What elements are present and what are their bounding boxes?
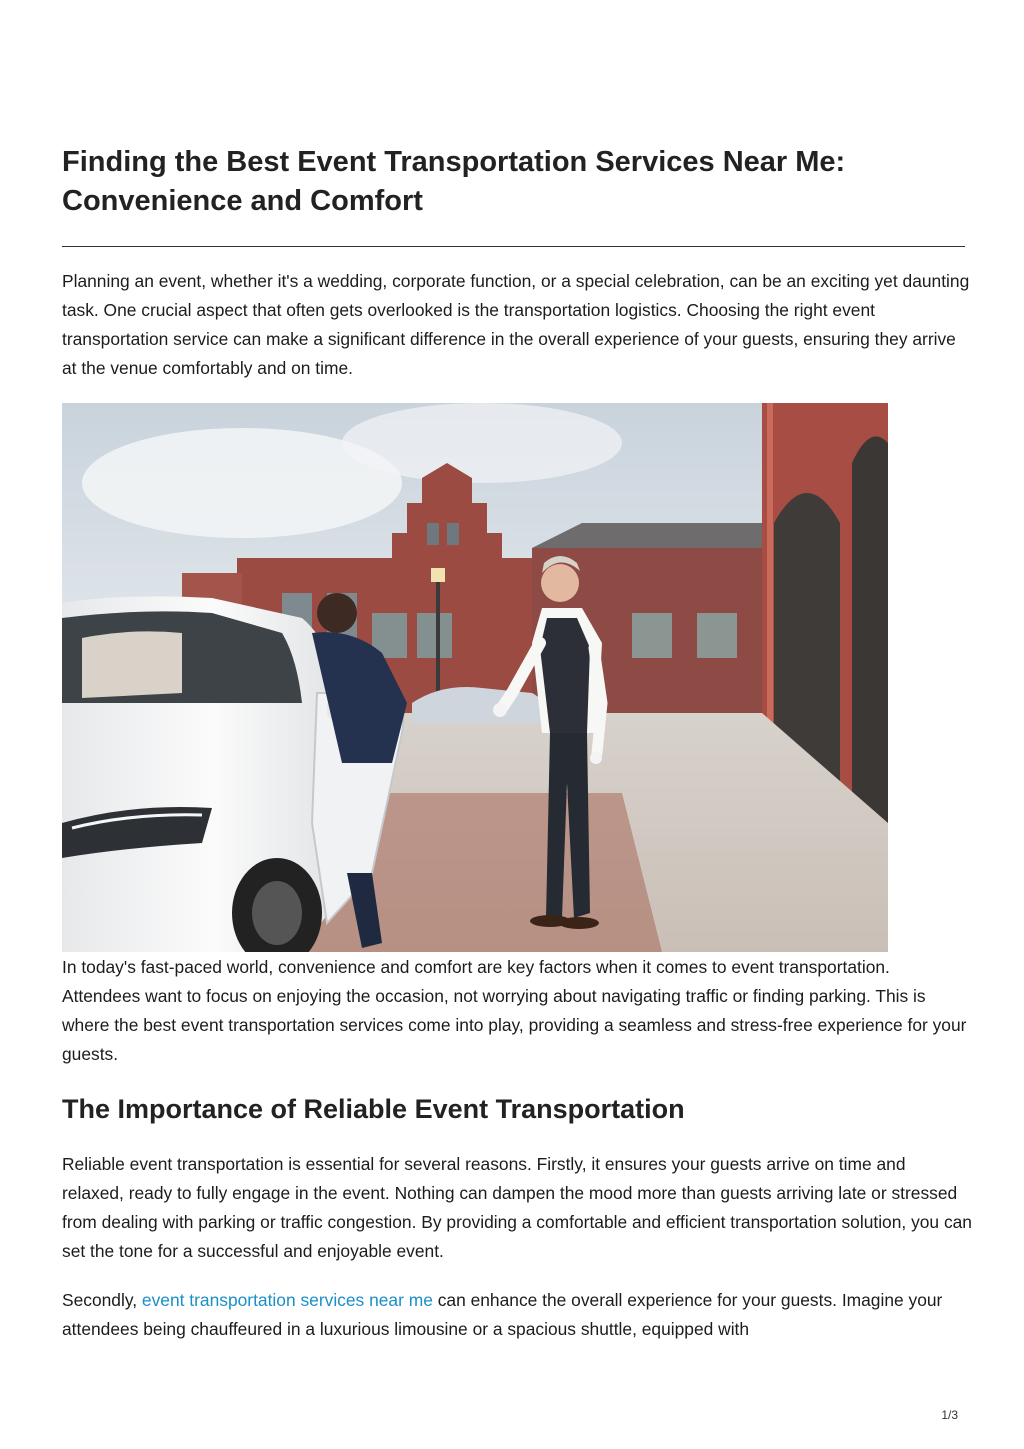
body-paragraph: In today's fast-paced world, convenience and comfort are key factors when it comes to event transportation. Attendees want to focus on enjoying the occasion, not worrying about navigating traffic or finding parking. This is where the best event transportation services come into play, providing a seamless and stress-free experience for your guests. <box>62 957 967 1064</box>
chauffeur-photo <box>62 403 888 952</box>
event-transportation-link[interactable]: event transportation services near me <box>141 1290 433 1310</box>
page-number: 1/3 <box>941 1408 958 1422</box>
intro-paragraph: Planning an event, whether it's a wedding, corporate function, or a special celebration, can be an exciting yet daunting task. One crucial aspect that often gets overlooked is the transportation logistics. Choosing the right event transportation service can make a significant difference in the overall experience of your guests, ensuring they arrive at the venue comfortably and on time. <box>62 271 970 378</box>
title-divider <box>62 246 965 247</box>
body-paragraph-with-link <box>62 1286 972 1344</box>
paragraph-text: can enhance the overall experience for your guests. Imagine your attendees being chauffeured in a luxurious limousine or a spacious shuttle, equipped with <box>62 1290 943 1339</box>
paragraph-text: Secondly, <box>62 1290 142 1310</box>
body-paragraph: Reliable event transportation is essential for several reasons. Firstly, it ensures your guests arrive on time and relaxed, ready to fully engage in the event. Nothing can dampen the mood more than guests arriving late or stressed from dealing with parking or traffic congestion. By providing a comfortable and efficient transportation solution, you can set the tone for a successful and enjoyable event. <box>62 1154 972 1261</box>
page-title: Finding the Best Event Transportation Services Near Me: Convenience and Comfort <box>62 146 846 217</box>
section-heading: The Importance of Reliable Event Transportation <box>62 1094 685 1124</box>
